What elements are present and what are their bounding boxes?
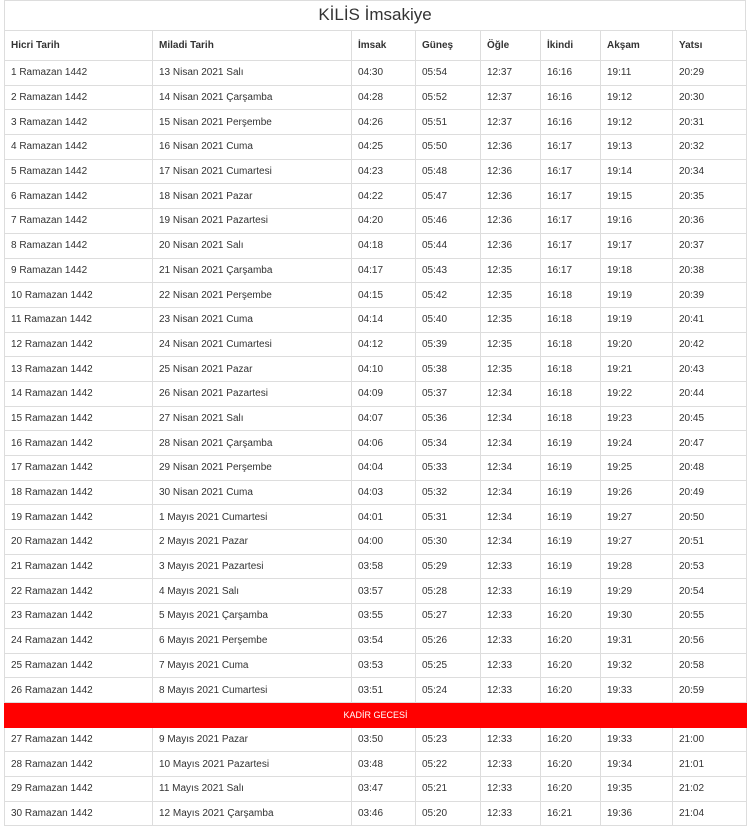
gunes-cell: 05:31 <box>416 505 481 530</box>
yatsi-cell: 21:04 <box>673 801 747 826</box>
gunes-cell: 05:24 <box>416 678 481 703</box>
imsak-cell: 03:58 <box>352 554 416 579</box>
imsak-cell: 04:00 <box>352 530 416 555</box>
aksam-cell: 19:33 <box>601 678 673 703</box>
ogle-cell: 12:34 <box>481 406 541 431</box>
ogle-cell: 12:33 <box>481 727 541 752</box>
imsak-cell: 03:50 <box>352 727 416 752</box>
ikindi-cell: 16:18 <box>541 381 601 406</box>
hicri-cell: 18 Ramazan 1442 <box>5 480 153 505</box>
imsak-cell: 04:23 <box>352 159 416 184</box>
gunes-cell: 05:26 <box>416 628 481 653</box>
ikindi-cell: 16:20 <box>541 628 601 653</box>
ikindi-cell: 16:18 <box>541 283 601 308</box>
miladi-cell: 8 Mayıs 2021 Cumartesi <box>153 678 352 703</box>
table-row <box>5 480 747 505</box>
ogle-cell: 12:35 <box>481 283 541 308</box>
gunes-cell: 05:42 <box>416 283 481 308</box>
hicri-cell: 3 Ramazan 1442 <box>5 110 153 135</box>
gunes-cell: 05:33 <box>416 456 481 481</box>
ogle-cell: 12:34 <box>481 530 541 555</box>
hicri-cell: 4 Ramazan 1442 <box>5 135 153 160</box>
table-row <box>5 530 747 555</box>
gunes-cell: 05:51 <box>416 110 481 135</box>
ikindi-cell: 16:19 <box>541 554 601 579</box>
yatsi-cell: 20:38 <box>673 258 747 283</box>
table-row <box>5 159 747 184</box>
yatsi-cell: 20:43 <box>673 357 747 382</box>
gunes-cell: 05:20 <box>416 801 481 826</box>
yatsi-cell: 20:36 <box>673 209 747 234</box>
aksam-cell: 19:32 <box>601 653 673 678</box>
ogle-cell: 12:34 <box>481 456 541 481</box>
imsak-cell: 04:03 <box>352 480 416 505</box>
miladi-cell: 28 Nisan 2021 Çarşamba <box>153 431 352 456</box>
ikindi-cell: 16:17 <box>541 258 601 283</box>
hicri-cell: 15 Ramazan 1442 <box>5 406 153 431</box>
hicri-cell: 25 Ramazan 1442 <box>5 653 153 678</box>
gunes-cell: 05:34 <box>416 431 481 456</box>
ogle-cell: 12:33 <box>481 801 541 826</box>
ikindi-cell: 16:21 <box>541 801 601 826</box>
aksam-cell: 19:13 <box>601 135 673 160</box>
gunes-cell: 05:27 <box>416 604 481 629</box>
table-row <box>5 135 747 160</box>
miladi-cell: 17 Nisan 2021 Cumartesi <box>153 159 352 184</box>
aksam-cell: 19:28 <box>601 554 673 579</box>
aksam-cell: 19:29 <box>601 579 673 604</box>
imsak-cell: 03:55 <box>352 604 416 629</box>
hicri-cell: 22 Ramazan 1442 <box>5 579 153 604</box>
table-row <box>5 554 747 579</box>
aksam-cell: 19:19 <box>601 283 673 308</box>
gunes-cell: 05:30 <box>416 530 481 555</box>
aksam-cell: 19:18 <box>601 258 673 283</box>
imsak-cell: 03:46 <box>352 801 416 826</box>
imsak-cell: 04:01 <box>352 505 416 530</box>
column-header-imsak: İmsak <box>352 31 416 61</box>
table-row <box>5 381 747 406</box>
ikindi-cell: 16:19 <box>541 456 601 481</box>
ikindi-cell: 16:20 <box>541 752 601 777</box>
table-row <box>5 332 747 357</box>
ikindi-cell: 16:20 <box>541 678 601 703</box>
column-header-gunes: Güneş <box>416 31 481 61</box>
miladi-cell: 2 Mayıs 2021 Pazar <box>153 530 352 555</box>
ikindi-cell: 16:17 <box>541 209 601 234</box>
yatsi-cell: 21:00 <box>673 727 747 752</box>
aksam-cell: 19:33 <box>601 727 673 752</box>
ikindi-cell: 16:19 <box>541 530 601 555</box>
aksam-cell: 19:12 <box>601 85 673 110</box>
yatsi-cell: 20:54 <box>673 579 747 604</box>
gunes-cell: 05:38 <box>416 357 481 382</box>
table-row <box>5 505 747 530</box>
gunes-cell: 05:39 <box>416 332 481 357</box>
hicri-cell: 29 Ramazan 1442 <box>5 776 153 801</box>
ikindi-cell: 16:19 <box>541 579 601 604</box>
ogle-cell: 12:37 <box>481 61 541 86</box>
yatsi-cell: 21:01 <box>673 752 747 777</box>
yatsi-cell: 21:02 <box>673 776 747 801</box>
hicri-cell: 6 Ramazan 1442 <box>5 184 153 209</box>
aksam-cell: 19:30 <box>601 604 673 629</box>
hicri-cell: 30 Ramazan 1442 <box>5 801 153 826</box>
table-row <box>5 579 747 604</box>
gunes-cell: 05:36 <box>416 406 481 431</box>
imsak-cell: 04:18 <box>352 233 416 258</box>
hicri-cell: 7 Ramazan 1442 <box>5 209 153 234</box>
yatsi-cell: 20:31 <box>673 110 747 135</box>
aksam-cell: 19:34 <box>601 752 673 777</box>
hicri-cell: 5 Ramazan 1442 <box>5 159 153 184</box>
page-title: KİLİS İmsakiye <box>4 0 746 30</box>
yatsi-cell: 20:42 <box>673 332 747 357</box>
yatsi-cell: 20:59 <box>673 678 747 703</box>
imsak-cell: 03:51 <box>352 678 416 703</box>
table-body <box>5 61 747 826</box>
ikindi-cell: 16:17 <box>541 159 601 184</box>
ogle-cell: 12:36 <box>481 184 541 209</box>
yatsi-cell: 20:51 <box>673 530 747 555</box>
gunes-cell: 05:40 <box>416 307 481 332</box>
miladi-cell: 25 Nisan 2021 Pazar <box>153 357 352 382</box>
hicri-cell: 11 Ramazan 1442 <box>5 307 153 332</box>
ikindi-cell: 16:17 <box>541 233 601 258</box>
imsak-cell: 03:57 <box>352 579 416 604</box>
ogle-cell: 12:33 <box>481 653 541 678</box>
ikindi-cell: 16:18 <box>541 357 601 382</box>
ogle-cell: 12:33 <box>481 628 541 653</box>
miladi-cell: 9 Mayıs 2021 Pazar <box>153 727 352 752</box>
aksam-cell: 19:20 <box>601 332 673 357</box>
aksam-cell: 19:14 <box>601 159 673 184</box>
miladi-cell: 29 Nisan 2021 Perşembe <box>153 456 352 481</box>
ikindi-cell: 16:18 <box>541 332 601 357</box>
aksam-cell: 19:12 <box>601 110 673 135</box>
imsak-cell: 04:07 <box>352 406 416 431</box>
ogle-cell: 12:35 <box>481 307 541 332</box>
yatsi-cell: 20:45 <box>673 406 747 431</box>
miladi-cell: 23 Nisan 2021 Cuma <box>153 307 352 332</box>
aksam-cell: 19:19 <box>601 307 673 332</box>
ikindi-cell: 16:19 <box>541 431 601 456</box>
hicri-cell: 21 Ramazan 1442 <box>5 554 153 579</box>
miladi-cell: 4 Mayıs 2021 Salı <box>153 579 352 604</box>
yatsi-cell: 20:53 <box>673 554 747 579</box>
miladi-cell: 24 Nisan 2021 Cumartesi <box>153 332 352 357</box>
ogle-cell: 12:33 <box>481 604 541 629</box>
miladi-cell: 1 Mayıs 2021 Cumartesi <box>153 505 352 530</box>
table-header-row <box>5 31 747 61</box>
hicri-cell: 8 Ramazan 1442 <box>5 233 153 258</box>
miladi-cell: 12 Mayıs 2021 Çarşamba <box>153 801 352 826</box>
ogle-cell: 12:33 <box>481 678 541 703</box>
ogle-cell: 12:37 <box>481 110 541 135</box>
imsak-cell: 04:12 <box>352 332 416 357</box>
miladi-cell: 20 Nisan 2021 Salı <box>153 233 352 258</box>
column-header-hicri: Hicri Tarih <box>5 31 153 61</box>
aksam-cell: 19:21 <box>601 357 673 382</box>
hicri-cell: 23 Ramazan 1442 <box>5 604 153 629</box>
ikindi-cell: 16:17 <box>541 135 601 160</box>
ogle-cell: 12:33 <box>481 579 541 604</box>
ogle-cell: 12:34 <box>481 505 541 530</box>
imsak-cell: 04:04 <box>352 456 416 481</box>
imsakiye-container <box>4 0 746 826</box>
table-row <box>5 184 747 209</box>
yatsi-cell: 20:30 <box>673 85 747 110</box>
ikindi-cell: 16:19 <box>541 480 601 505</box>
kadir-gecesi-row <box>5 702 747 727</box>
gunes-cell: 05:46 <box>416 209 481 234</box>
miladi-cell: 15 Nisan 2021 Perşembe <box>153 110 352 135</box>
imsak-cell: 04:15 <box>352 283 416 308</box>
miladi-cell: 19 Nisan 2021 Pazartesi <box>153 209 352 234</box>
gunes-cell: 05:32 <box>416 480 481 505</box>
aksam-cell: 19:31 <box>601 628 673 653</box>
gunes-cell: 05:21 <box>416 776 481 801</box>
miladi-cell: 16 Nisan 2021 Cuma <box>153 135 352 160</box>
hicri-cell: 27 Ramazan 1442 <box>5 727 153 752</box>
ikindi-cell: 16:20 <box>541 653 601 678</box>
miladi-cell: 13 Nisan 2021 Salı <box>153 61 352 86</box>
yatsi-cell: 20:56 <box>673 628 747 653</box>
aksam-cell: 19:15 <box>601 184 673 209</box>
imsak-cell: 03:47 <box>352 776 416 801</box>
miladi-cell: 26 Nisan 2021 Pazartesi <box>153 381 352 406</box>
hicri-cell: 9 Ramazan 1442 <box>5 258 153 283</box>
imsak-cell: 04:26 <box>352 110 416 135</box>
table-row <box>5 307 747 332</box>
yatsi-cell: 20:55 <box>673 604 747 629</box>
ikindi-cell: 16:20 <box>541 604 601 629</box>
gunes-cell: 05:52 <box>416 85 481 110</box>
aksam-cell: 19:11 <box>601 61 673 86</box>
imsak-cell: 04:14 <box>352 307 416 332</box>
yatsi-cell: 20:48 <box>673 456 747 481</box>
hicri-cell: 24 Ramazan 1442 <box>5 628 153 653</box>
table-row <box>5 678 747 703</box>
miladi-cell: 22 Nisan 2021 Perşembe <box>153 283 352 308</box>
ikindi-cell: 16:20 <box>541 776 601 801</box>
ogle-cell: 12:35 <box>481 258 541 283</box>
table-row <box>5 727 747 752</box>
imsak-cell: 04:17 <box>352 258 416 283</box>
hicri-cell: 14 Ramazan 1442 <box>5 381 153 406</box>
column-header-ogle: Öğle <box>481 31 541 61</box>
table-row <box>5 61 747 86</box>
ikindi-cell: 16:18 <box>541 307 601 332</box>
table-row <box>5 110 747 135</box>
ogle-cell: 12:36 <box>481 209 541 234</box>
imsak-cell: 03:53 <box>352 653 416 678</box>
column-header-yatsi: Yatsı <box>673 31 747 61</box>
column-header-aksam: Akşam <box>601 31 673 61</box>
aksam-cell: 19:16 <box>601 209 673 234</box>
yatsi-cell: 20:44 <box>673 381 747 406</box>
yatsi-cell: 20:49 <box>673 480 747 505</box>
hicri-cell: 13 Ramazan 1442 <box>5 357 153 382</box>
aksam-cell: 19:17 <box>601 233 673 258</box>
miladi-cell: 18 Nisan 2021 Pazar <box>153 184 352 209</box>
hicri-cell: 16 Ramazan 1442 <box>5 431 153 456</box>
hicri-cell: 1 Ramazan 1442 <box>5 61 153 86</box>
gunes-cell: 05:28 <box>416 579 481 604</box>
yatsi-cell: 20:29 <box>673 61 747 86</box>
ikindi-cell: 16:18 <box>541 406 601 431</box>
ikindi-cell: 16:19 <box>541 505 601 530</box>
ogle-cell: 12:35 <box>481 332 541 357</box>
imsak-cell: 03:48 <box>352 752 416 777</box>
miladi-cell: 21 Nisan 2021 Çarşamba <box>153 258 352 283</box>
aksam-cell: 19:26 <box>601 480 673 505</box>
gunes-cell: 05:50 <box>416 135 481 160</box>
ogle-cell: 12:35 <box>481 357 541 382</box>
table-row <box>5 209 747 234</box>
table-row <box>5 752 747 777</box>
gunes-cell: 05:37 <box>416 381 481 406</box>
miladi-cell: 14 Nisan 2021 Çarşamba <box>153 85 352 110</box>
table-row <box>5 628 747 653</box>
yatsi-cell: 20:39 <box>673 283 747 308</box>
yatsi-cell: 20:41 <box>673 307 747 332</box>
ogle-cell: 12:34 <box>481 431 541 456</box>
table-row <box>5 456 747 481</box>
miladi-cell: 3 Mayıs 2021 Pazartesi <box>153 554 352 579</box>
table-row <box>5 801 747 826</box>
column-header-miladi: Miladi Tarih <box>153 31 352 61</box>
hicri-cell: 26 Ramazan 1442 <box>5 678 153 703</box>
imsak-cell: 04:28 <box>352 85 416 110</box>
ikindi-cell: 16:16 <box>541 110 601 135</box>
aksam-cell: 19:35 <box>601 776 673 801</box>
table-row <box>5 604 747 629</box>
ogle-cell: 12:34 <box>481 381 541 406</box>
gunes-cell: 05:54 <box>416 61 481 86</box>
imsak-cell: 04:10 <box>352 357 416 382</box>
imsak-cell: 04:09 <box>352 381 416 406</box>
table-row <box>5 283 747 308</box>
hicri-cell: 10 Ramazan 1442 <box>5 283 153 308</box>
imsak-cell: 04:20 <box>352 209 416 234</box>
miladi-cell: 5 Mayıs 2021 Çarşamba <box>153 604 352 629</box>
gunes-cell: 05:43 <box>416 258 481 283</box>
table-row <box>5 653 747 678</box>
miladi-cell: 6 Mayıs 2021 Perşembe <box>153 628 352 653</box>
imsak-cell: 04:06 <box>352 431 416 456</box>
gunes-cell: 05:22 <box>416 752 481 777</box>
gunes-cell: 05:48 <box>416 159 481 184</box>
ikindi-cell: 16:17 <box>541 184 601 209</box>
table-row <box>5 233 747 258</box>
ogle-cell: 12:33 <box>481 752 541 777</box>
aksam-cell: 19:27 <box>601 530 673 555</box>
gunes-cell: 05:44 <box>416 233 481 258</box>
table-row <box>5 85 747 110</box>
table-row <box>5 357 747 382</box>
aksam-cell: 19:25 <box>601 456 673 481</box>
imsak-cell: 04:30 <box>352 61 416 86</box>
aksam-cell: 19:22 <box>601 381 673 406</box>
table-row <box>5 776 747 801</box>
hicri-cell: 19 Ramazan 1442 <box>5 505 153 530</box>
imsak-cell: 03:54 <box>352 628 416 653</box>
ikindi-cell: 16:16 <box>541 85 601 110</box>
imsak-cell: 04:22 <box>352 184 416 209</box>
kadir-gecesi-label: KADİR GECESİ <box>5 702 747 727</box>
gunes-cell: 05:23 <box>416 727 481 752</box>
hicri-cell: 20 Ramazan 1442 <box>5 530 153 555</box>
yatsi-cell: 20:34 <box>673 159 747 184</box>
yatsi-cell: 20:58 <box>673 653 747 678</box>
ogle-cell: 12:36 <box>481 159 541 184</box>
miladi-cell: 7 Mayıs 2021 Cuma <box>153 653 352 678</box>
imsak-cell: 04:25 <box>352 135 416 160</box>
hicri-cell: 28 Ramazan 1442 <box>5 752 153 777</box>
ogle-cell: 12:36 <box>481 135 541 160</box>
hicri-cell: 12 Ramazan 1442 <box>5 332 153 357</box>
ogle-cell: 12:37 <box>481 85 541 110</box>
miladi-cell: 10 Mayıs 2021 Pazartesi <box>153 752 352 777</box>
ikindi-cell: 16:16 <box>541 61 601 86</box>
yatsi-cell: 20:50 <box>673 505 747 530</box>
hicri-cell: 17 Ramazan 1442 <box>5 456 153 481</box>
imsakiye-table <box>4 30 747 826</box>
column-header-ikindi: İkindi <box>541 31 601 61</box>
gunes-cell: 05:29 <box>416 554 481 579</box>
miladi-cell: 27 Nisan 2021 Salı <box>153 406 352 431</box>
yatsi-cell: 20:35 <box>673 184 747 209</box>
ogle-cell: 12:33 <box>481 554 541 579</box>
aksam-cell: 19:23 <box>601 406 673 431</box>
table-row <box>5 431 747 456</box>
aksam-cell: 19:27 <box>601 505 673 530</box>
aksam-cell: 19:24 <box>601 431 673 456</box>
yatsi-cell: 20:37 <box>673 233 747 258</box>
table-row <box>5 406 747 431</box>
miladi-cell: 30 Nisan 2021 Cuma <box>153 480 352 505</box>
miladi-cell: 11 Mayıs 2021 Salı <box>153 776 352 801</box>
gunes-cell: 05:25 <box>416 653 481 678</box>
hicri-cell: 2 Ramazan 1442 <box>5 85 153 110</box>
gunes-cell: 05:47 <box>416 184 481 209</box>
ogle-cell: 12:34 <box>481 480 541 505</box>
aksam-cell: 19:36 <box>601 801 673 826</box>
yatsi-cell: 20:32 <box>673 135 747 160</box>
ikindi-cell: 16:20 <box>541 727 601 752</box>
yatsi-cell: 20:47 <box>673 431 747 456</box>
table-row <box>5 258 747 283</box>
ogle-cell: 12:36 <box>481 233 541 258</box>
ogle-cell: 12:33 <box>481 776 541 801</box>
